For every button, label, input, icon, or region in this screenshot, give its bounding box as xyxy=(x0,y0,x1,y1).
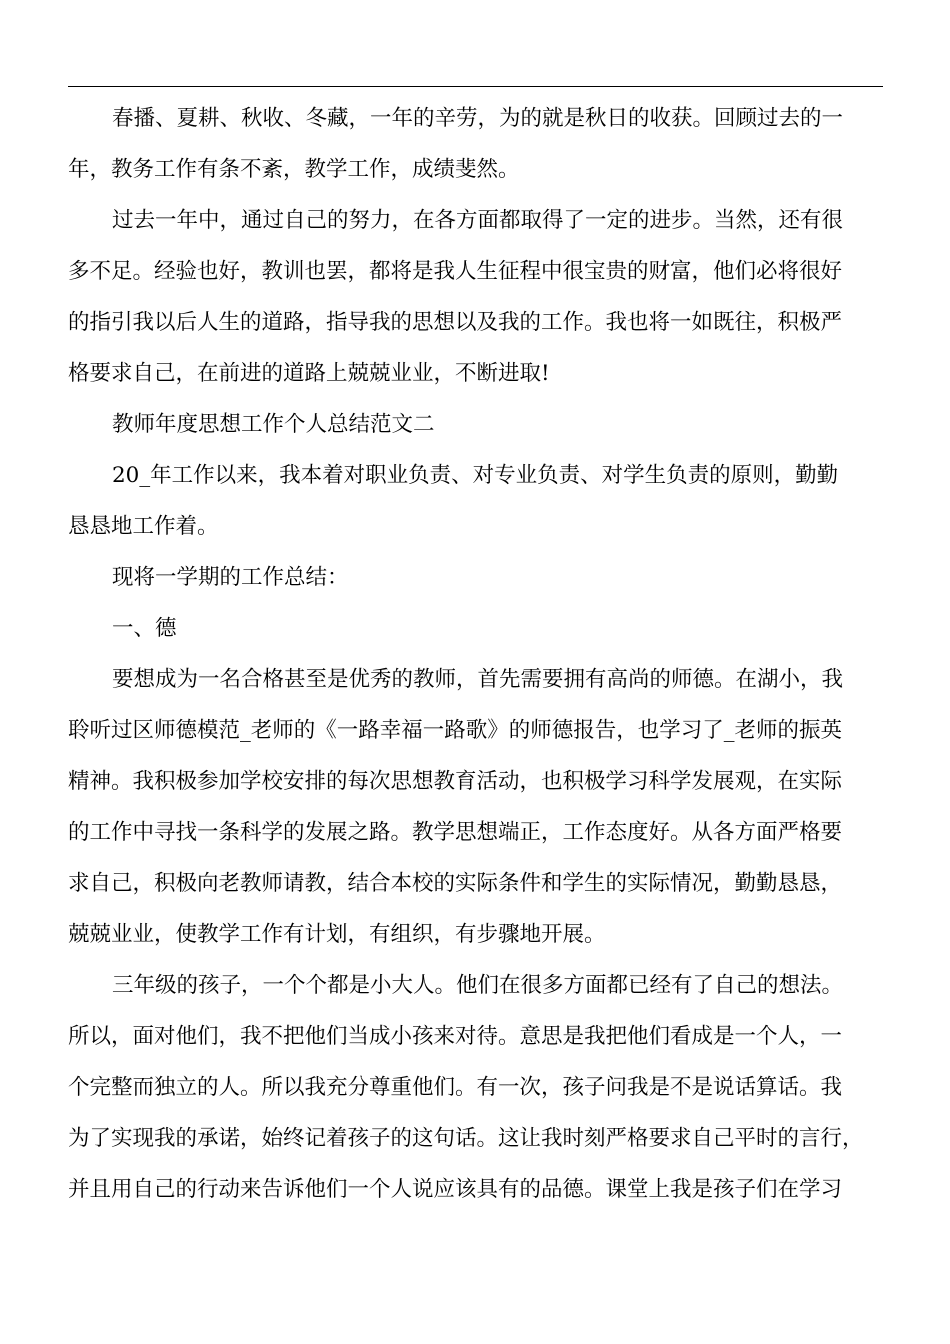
paragraph xyxy=(68,654,883,960)
paragraph xyxy=(68,450,883,552)
text-line: 为了实现我的承诺，始终记着孩子的这句话。这让我时刻严格要求自己平时的言行， xyxy=(68,1126,864,1151)
text-line: 过去一年中，通过自己的努力，在各方面都取得了一定的进步。当然，还有很 xyxy=(112,208,844,233)
text-line: 并且用自己的行动来告诉他们一个人说应该具有的品德。课堂上我是孩子们在学习 xyxy=(68,1177,843,1202)
text-line: 现将一学期的工作总结： xyxy=(112,565,349,590)
text-line: 年，教务工作有条不紊，教学工作，成绩斐然。 xyxy=(68,157,520,182)
text-line: 格要求自己，在前进的道路上兢兢业业，不断进取! xyxy=(68,361,550,386)
header-rule xyxy=(68,86,883,87)
text-line: 三年级的孩子，一个个都是小大人。他们在很多方面都已经有了自己的想法。 xyxy=(112,973,844,998)
paragraph xyxy=(68,552,883,603)
paragraph xyxy=(68,195,883,399)
text-line: 的指引我以后人生的道路，指导我的思想以及我的工作。我也将一如既往，积极严 xyxy=(68,310,843,335)
text-line: 求自己，积极向老教师请教，结合本校的实际条件和学生的实际情况，勤勤恳恳， xyxy=(68,871,843,896)
text-line: 春播、夏耕、秋收、冬藏，一年的辛劳，为的就是秋日的收获。回顾过去的一 xyxy=(112,106,844,131)
paragraph xyxy=(68,603,883,654)
text-line: 一、德 xyxy=(112,616,177,641)
text-line: 教师年度思想工作个人总结范文二 xyxy=(112,412,435,437)
document-body xyxy=(68,93,883,1215)
paragraph xyxy=(68,960,883,1215)
text-line: 的工作中寻找一条科学的发展之路。教学思想端正，工作态度好。从各方面严格要 xyxy=(68,820,843,845)
text-line: 个完整而独立的人。所以我充分尊重他们。有一次，孩子问我是不是说话算话。我 xyxy=(68,1075,843,1100)
text-line: 聆听过区师德模范_老师的《一路幸福一路歌》的师德报告，也学习了_老师的振英 xyxy=(68,718,843,743)
text-line: 多不足。经验也好，教训也罢，都将是我人生征程中很宝贵的财富，他们必将很好 xyxy=(68,259,843,284)
text-line: 兢兢业业，使教学工作有计划，有组织，有步骤地开展。 xyxy=(68,922,606,947)
text-line: 恳恳地工作着。 xyxy=(68,514,219,539)
paragraph xyxy=(68,399,883,450)
text-line: 20_年工作以来，我本着对职业负责、对专业负责、对学生负责的原则，勤勤 xyxy=(112,463,839,488)
text-line: 精神。我积极参加学校安排的每次思想教育活动，也积极学习科学发展观，在实际 xyxy=(68,769,843,794)
text-line: 所以，面对他们，我不把他们当成小孩来对待。意思是我把他们看成是一个人，一 xyxy=(68,1024,843,1049)
text-line: 要想成为一名合格甚至是优秀的教师，首先需要拥有高尚的师德。在湖小，我 xyxy=(112,667,844,692)
paragraph xyxy=(68,93,883,195)
